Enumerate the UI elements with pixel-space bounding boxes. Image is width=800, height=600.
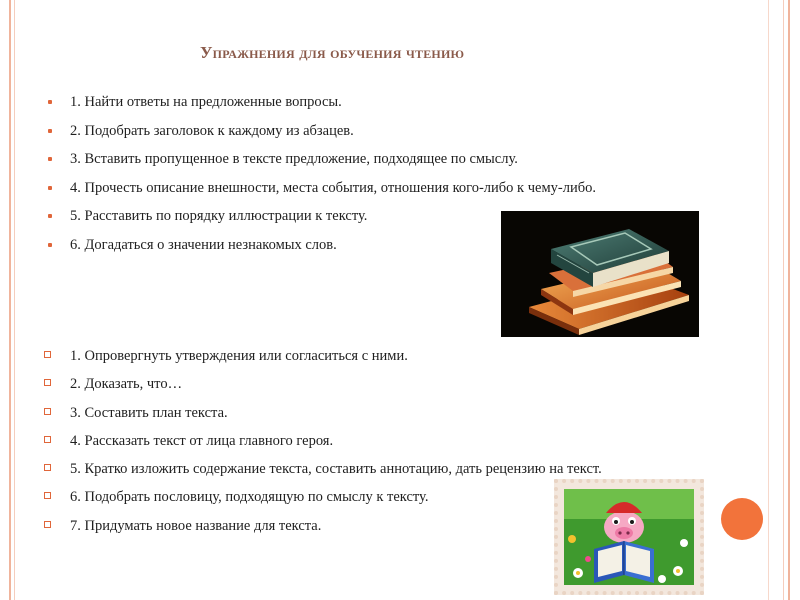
bullet-square-icon: [44, 492, 51, 499]
list-item: [46, 121, 596, 150]
frame-line-right-inner2: [768, 0, 769, 600]
frame-line-right-inner: [783, 0, 784, 600]
list-item-text: 6. Догадаться о значении незнакомых слов.: [70, 236, 337, 253]
bullet-dot-icon: [48, 186, 52, 190]
list-item: [42, 374, 602, 402]
bullet-dot-icon: [48, 129, 52, 133]
slide-title: Упражнения для обучения чтению: [200, 43, 465, 62]
list-item-text: 3. Вставить пропущенное в тексте предложение, подходящее по смыслу.: [70, 151, 518, 168]
bullet-square-icon: [44, 464, 51, 471]
list-item-text: 1. Опровергнуть утверждения или согласиться с ними.: [70, 348, 408, 364]
bottom-exercise-list: [42, 346, 602, 544]
list-item-text: 4. Рассказать текст от лица главного героя.: [70, 432, 334, 449]
list-item: [42, 431, 602, 459]
books-illustration: [501, 211, 699, 337]
list-item: [42, 403, 602, 431]
list-item-text: 6. Подобрать пословицу, подходящую по смыслу к тексту.: [70, 489, 429, 506]
list-item-text: 2. Доказать, что…: [70, 376, 183, 393]
list-item-text: 5. Расставить по порядку иллюстрации к тексту.: [70, 208, 368, 225]
list-item: [46, 149, 596, 178]
bullet-square-icon: [44, 379, 51, 386]
bullet-square-icon: [44, 436, 51, 443]
cartoon-pig-reading-stamp-image: [554, 479, 704, 595]
bullet-square-icon: [44, 521, 51, 528]
stack-of-books-image: [501, 211, 699, 337]
frame-line-left: [9, 0, 11, 600]
frame-line-right: [788, 0, 790, 600]
list-item: [46, 178, 596, 207]
list-item-text: 7. Придумать новое название для текста.: [70, 517, 322, 534]
bullet-dot-icon: [48, 100, 52, 104]
pig-reading-illustration: [558, 483, 700, 591]
list-item-text: 2. Подобрать заголовок к каждому из абзацев.: [70, 122, 354, 139]
bullet-square-icon: [44, 408, 51, 415]
bullet-dot-icon: [48, 243, 52, 247]
frame-line-left-inner: [14, 0, 15, 600]
list-item: [42, 516, 602, 544]
list-item: [46, 92, 596, 121]
bullet-dot-icon: [48, 214, 52, 218]
decorative-orange-circle: [721, 498, 763, 540]
bullet-square-icon: [44, 351, 51, 358]
list-item: [42, 487, 602, 515]
list-item: [42, 346, 602, 374]
list-item: [42, 459, 602, 487]
list-item-text: 5. Кратко изложить содержание текста, составить аннотацию, дать рецензию на текст.: [70, 461, 602, 478]
list-item-text: 1. Найти ответы на предложенные вопросы.: [70, 94, 342, 110]
list-item-text: 3. Составить план текста.: [70, 404, 228, 421]
list-item-text: 4. Прочесть описание внешности, места события, отношения кого-либо к чему-либо.: [70, 179, 596, 196]
bullet-dot-icon: [48, 157, 52, 161]
